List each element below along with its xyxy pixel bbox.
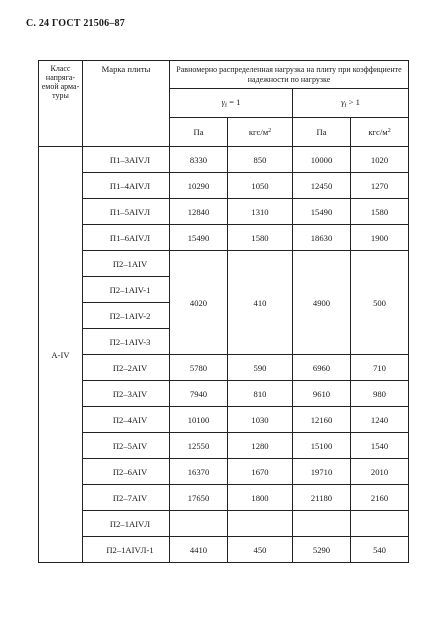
plate-mark: П2–1AIV-2 bbox=[83, 303, 170, 329]
load-value-kgs1: 810 bbox=[228, 381, 293, 407]
load-value-kgs1: 1580 bbox=[228, 225, 293, 251]
plate-mark: П1–5AIVЛ bbox=[83, 199, 170, 225]
table-row bbox=[39, 199, 409, 225]
load-value-kgs2: 540 bbox=[351, 537, 409, 563]
load-value-pa1: 7940 bbox=[170, 381, 228, 407]
load-value-pa1: 4020 bbox=[170, 251, 228, 355]
load-value-kgs2: 1270 bbox=[351, 173, 409, 199]
page-header: С. 24 ГОСТ 21506–87 bbox=[26, 18, 125, 29]
load-value-pa2: 4900 bbox=[293, 251, 351, 355]
plate-mark: П2–4AIV bbox=[83, 407, 170, 433]
load-value-pa1: 16370 bbox=[170, 459, 228, 485]
table-row bbox=[39, 225, 409, 251]
table-row bbox=[39, 485, 409, 511]
load-value-pa2: 21180 bbox=[293, 485, 351, 511]
unit-pa-2: Па bbox=[293, 118, 351, 147]
col-header-class: Класс напряга-емой арма-туры bbox=[39, 61, 83, 147]
col-header-mark: Марка плиты bbox=[83, 61, 170, 147]
load-value-pa1: 10290 bbox=[170, 173, 228, 199]
load-value-pa1: 10100 bbox=[170, 407, 228, 433]
load-value-kgs2: 500 bbox=[351, 251, 409, 355]
load-value-kgs1: 1050 bbox=[228, 173, 293, 199]
load-value-pa1: 12840 bbox=[170, 199, 228, 225]
load-value-kgs2: 980 bbox=[351, 381, 409, 407]
table-row bbox=[39, 173, 409, 199]
col-header-gamma-eq: $\gamma_f = 1$ bbox=[170, 89, 293, 118]
load-value-pa1 bbox=[170, 511, 228, 537]
load-value-pa2: 5290 bbox=[293, 537, 351, 563]
plate-mark: П1–4AIVЛ bbox=[83, 173, 170, 199]
plate-mark: П2–1AIVЛ-1 bbox=[83, 537, 170, 563]
plate-mark: П2–2AIV bbox=[83, 355, 170, 381]
plate-mark: П2–6AIV bbox=[83, 459, 170, 485]
load-value-pa1: 12550 bbox=[170, 433, 228, 459]
load-value-kgs2: 1580 bbox=[351, 199, 409, 225]
plate-mark: П2–5AIV bbox=[83, 433, 170, 459]
plate-mark: П2–7AIV bbox=[83, 485, 170, 511]
table-row bbox=[39, 147, 409, 173]
load-value-kgs2: 1020 bbox=[351, 147, 409, 173]
load-value-kgs1: 1280 bbox=[228, 433, 293, 459]
steel-class-cell: A-IV bbox=[39, 147, 83, 563]
plate-mark: П2–3AIV bbox=[83, 381, 170, 407]
load-value-kgs2: 2010 bbox=[351, 459, 409, 485]
load-value-kgs1 bbox=[228, 511, 293, 537]
plate-mark: П2–1AIV-1 bbox=[83, 277, 170, 303]
table-row bbox=[39, 433, 409, 459]
load-value-kgs1: 410 bbox=[228, 251, 293, 355]
table-row bbox=[39, 537, 409, 563]
table-row bbox=[39, 511, 409, 537]
load-table bbox=[38, 60, 409, 563]
plate-mark: П2–1AIVЛ bbox=[83, 511, 170, 537]
table-row bbox=[39, 407, 409, 433]
plate-mark: П1–3AIVЛ bbox=[83, 147, 170, 173]
unit-kgs-1: кгс/$м^2$ bbox=[228, 118, 293, 147]
table-row bbox=[39, 381, 409, 407]
load-value-pa2: 10000 bbox=[293, 147, 351, 173]
load-value-pa2: 12160 bbox=[293, 407, 351, 433]
load-value-kgs2: 1240 bbox=[351, 407, 409, 433]
load-value-pa2: 12450 bbox=[293, 173, 351, 199]
load-value-pa1: 15490 bbox=[170, 225, 228, 251]
load-value-kgs1: 1670 bbox=[228, 459, 293, 485]
load-value-pa2: 15490 bbox=[293, 199, 351, 225]
col-header-load: Равномерно распределенная нагрузка на плиту при коэффициенте надежности по нагрузке bbox=[170, 61, 409, 89]
load-value-kgs2: 1900 bbox=[351, 225, 409, 251]
load-value-kgs2 bbox=[351, 511, 409, 537]
unit-kgs-2: кгс/$м^2$ bbox=[351, 118, 409, 147]
load-value-kgs2: 1540 bbox=[351, 433, 409, 459]
load-value-pa2: 15100 bbox=[293, 433, 351, 459]
load-value-kgs1: 1030 bbox=[228, 407, 293, 433]
unit-pa-1: Па bbox=[170, 118, 228, 147]
table-body bbox=[39, 147, 409, 563]
table-row bbox=[39, 459, 409, 485]
col-header-gamma-gt: $\gamma_f > 1$ bbox=[293, 89, 409, 118]
table-row bbox=[39, 251, 409, 277]
plate-mark: П2–1AIV-3 bbox=[83, 329, 170, 355]
load-value-pa2: 6960 bbox=[293, 355, 351, 381]
load-value-pa2: 19710 bbox=[293, 459, 351, 485]
load-value-pa2 bbox=[293, 511, 351, 537]
table-row bbox=[39, 355, 409, 381]
load-value-pa1: 17650 bbox=[170, 485, 228, 511]
load-value-kgs1: 850 bbox=[228, 147, 293, 173]
load-value-kgs1: 1800 bbox=[228, 485, 293, 511]
load-value-kgs1: 450 bbox=[228, 537, 293, 563]
load-value-pa1: 8330 bbox=[170, 147, 228, 173]
load-value-kgs1: 590 bbox=[228, 355, 293, 381]
plate-mark: П1–6AIVЛ bbox=[83, 225, 170, 251]
load-value-kgs2: 2160 bbox=[351, 485, 409, 511]
load-value-pa2: 18630 bbox=[293, 225, 351, 251]
load-value-pa2: 9610 bbox=[293, 381, 351, 407]
plate-mark: П2–1AIV bbox=[83, 251, 170, 277]
load-value-kgs1: 1310 bbox=[228, 199, 293, 225]
load-value-pa1: 4410 bbox=[170, 537, 228, 563]
load-value-pa1: 5780 bbox=[170, 355, 228, 381]
load-value-kgs2: 710 bbox=[351, 355, 409, 381]
